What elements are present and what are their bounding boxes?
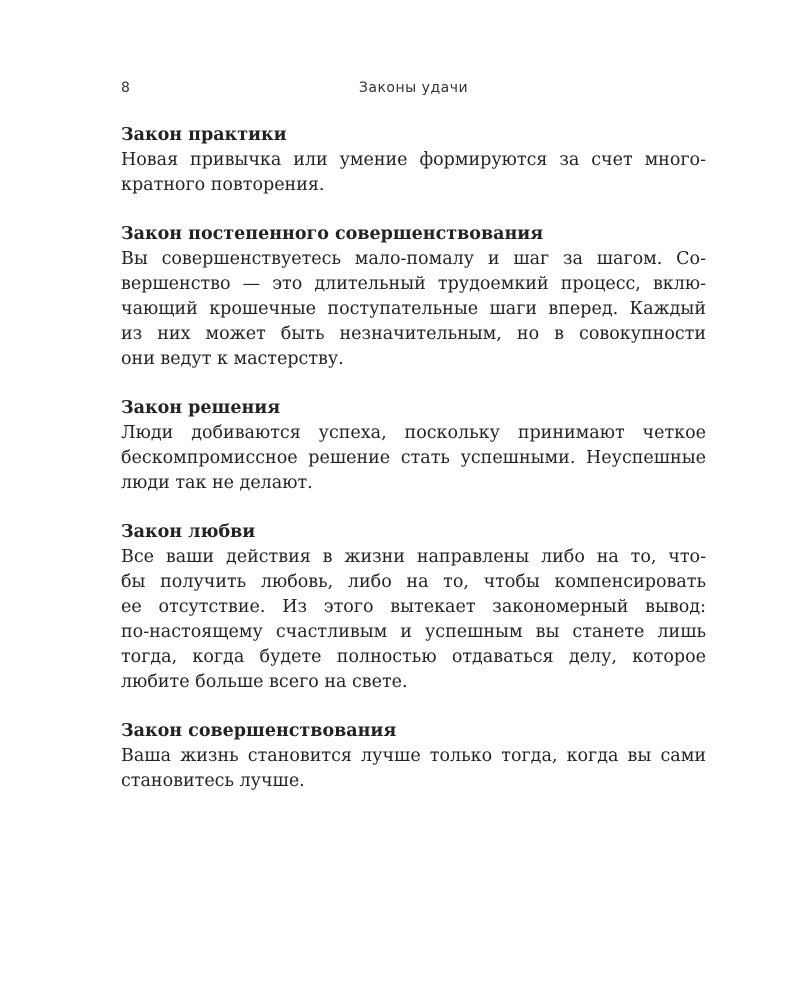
body-line: бескомпромиссное решение стать успешными. Неуспешные — [121, 448, 706, 468]
body-line: вершенство — это длительный трудоемкий процесс, вклю- — [121, 274, 706, 294]
running-title: Законы удачи — [358, 80, 469, 96]
law-title: Закон практики — [121, 125, 287, 145]
body-line: из них может быть незначительным, но в совокупности — [121, 324, 706, 344]
body-line: чающий крошечные поступательные шаги вперед. Каждый — [121, 299, 706, 319]
page-number: 8 — [121, 80, 131, 96]
page-content — [121, 123, 706, 818]
law-perfection — [121, 719, 706, 794]
body-line: Ваша жизнь становится лучше только тогда, когда вы сами — [121, 746, 706, 766]
body-line: они ведут к мастерству. — [121, 349, 344, 369]
body-line: Вы совершенствуетесь мало-помалу и шаг за шагом. Со- — [121, 249, 706, 269]
law-body — [121, 545, 706, 695]
body-line: люди так не делают. — [121, 473, 313, 493]
law-body — [121, 247, 706, 372]
body-line: бы получить любовь, либо на то, чтобы компенсировать — [121, 572, 706, 592]
law-body — [121, 744, 706, 794]
law-body — [121, 421, 706, 496]
body-line: по-настоящему счастливым и успешным вы станете лишь — [121, 622, 706, 642]
law-love — [121, 520, 706, 695]
body-line: ее отсутствие. Из этого вытекает закономерный вывод: — [121, 597, 706, 617]
body-line: Все ваши действия в жизни направлены либо на то, что- — [121, 547, 706, 567]
law-title: Закон любви — [121, 522, 256, 542]
law-title: Закон решения — [121, 398, 281, 418]
body-line: тогда, когда будете полностью отдаваться делу, которое — [121, 647, 706, 667]
law-decision — [121, 396, 706, 496]
page-header — [121, 80, 706, 102]
law-title: Закон постепенного совершенствования — [121, 224, 544, 244]
body-line: Люди добиваются успеха, поскольку принимают четкое — [121, 423, 706, 443]
law-practice — [121, 123, 706, 198]
body-line: кратного повторения. — [121, 175, 325, 195]
body-line: становитесь лучше. — [121, 771, 305, 791]
law-gradual-improvement — [121, 222, 706, 372]
law-title: Закон совершенствования — [121, 721, 397, 741]
law-body — [121, 148, 706, 198]
body-line: любите больше всего на свете. — [121, 672, 408, 692]
body-line: Новая привычка или умение формируются за счет много- — [121, 150, 706, 170]
